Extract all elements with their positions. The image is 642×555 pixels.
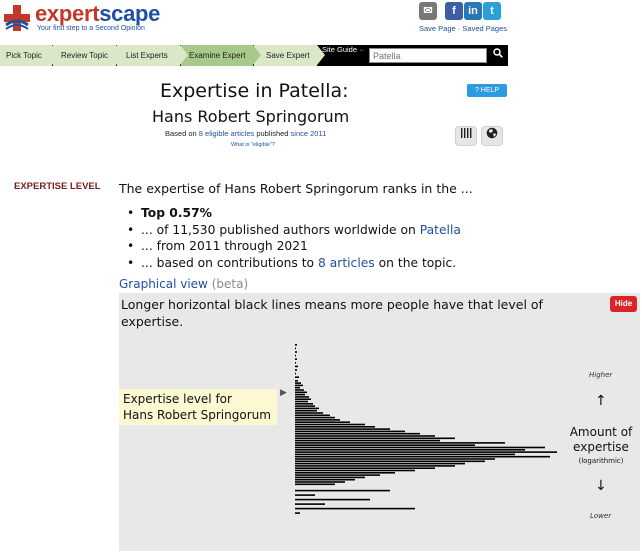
histogram-bar <box>295 451 557 453</box>
expertise-facts <box>127 205 461 271</box>
site-guide-arrow: ·· <box>359 45 365 54</box>
expertscape-logo[interactable] <box>4 3 224 37</box>
histogram-bar <box>295 433 420 435</box>
arrow-up-icon: ↑ <box>595 393 607 409</box>
expert-level-line1: Expertise level for <box>123 392 232 406</box>
histogram-bar <box>295 344 297 346</box>
barcode-icon[interactable] <box>455 126 477 146</box>
based-on-prefix: Based on <box>165 129 197 138</box>
histogram-bar <box>295 454 515 456</box>
histogram-bar <box>295 481 345 483</box>
articles-link[interactable]: 8 articles <box>318 255 375 270</box>
mail-icon[interactable]: ✉ <box>419 2 437 20</box>
histogram-bar <box>295 474 380 476</box>
histogram-bar <box>295 362 296 364</box>
logarithmic-label: (logarithmic) <box>578 457 624 465</box>
histogram-bar <box>295 403 313 405</box>
nav-step-examine-expert[interactable]: Examine Expert <box>181 45 253 66</box>
topic-link[interactable]: Patella <box>419 222 461 237</box>
expert-name: Hans Robert Springorum <box>152 107 350 126</box>
histogram-bar <box>295 373 296 375</box>
histogram-bar <box>295 421 350 423</box>
expertise-histogram <box>292 340 562 520</box>
histogram-bar <box>295 376 299 378</box>
workflow-nav <box>0 45 508 66</box>
saved-pages-link[interactable]: Saved Pages <box>462 24 508 33</box>
eligible-articles-link[interactable]: 8 eligible articles <box>198 129 255 138</box>
histogram-bar <box>295 405 315 407</box>
histogram-bar <box>295 467 435 469</box>
histogram-bar <box>295 358 297 360</box>
beta-tag: (beta) <box>211 277 249 291</box>
site-guide-link[interactable] <box>322 45 364 66</box>
histogram-bar <box>295 449 525 451</box>
histogram-bar <box>295 369 297 371</box>
histogram-bar <box>295 355 296 357</box>
search-icon[interactable] <box>491 48 505 63</box>
histogram-bar <box>295 438 455 440</box>
histogram-bar <box>295 447 545 449</box>
save-page-link[interactable]: Save Page <box>419 24 456 33</box>
histogram-bar <box>295 499 370 501</box>
histogram-bar <box>295 398 311 400</box>
histogram-bar <box>295 380 298 382</box>
since-year-link[interactable]: since 2011 <box>290 129 327 138</box>
histogram-bar <box>295 477 365 479</box>
nav-step-review-topic[interactable]: Review Topic <box>53 45 116 66</box>
logo-tagline: Your first step to a Second Opinion <box>37 25 145 32</box>
histogram-bar <box>295 465 455 467</box>
expertise-level-label: EXPERTISE LEVEL <box>14 181 101 192</box>
expert-pointer-icon: ▶ <box>280 388 287 398</box>
histogram-bar <box>295 508 415 510</box>
histogram-bar <box>295 426 375 428</box>
histogram-bar <box>295 412 323 414</box>
histogram-bar <box>295 419 340 421</box>
histogram-bar <box>295 366 298 368</box>
histogram-bar <box>295 490 390 492</box>
histogram-bar <box>295 396 309 398</box>
histogram-bar <box>295 463 465 465</box>
histogram-bar <box>295 410 317 412</box>
topic-search-input[interactable] <box>369 48 487 63</box>
nav-step-list-experts[interactable]: List Experts <box>117 45 180 66</box>
social-links <box>419 2 509 20</box>
histogram-bar <box>295 472 395 474</box>
nav-step-pick-topic[interactable]: Pick Topic <box>0 45 52 66</box>
twitter-icon[interactable]: t <box>483 2 501 20</box>
authors-text: ... of 11,530 published authors worldwide on <box>141 222 416 237</box>
histogram-bar <box>295 382 301 384</box>
histogram-bar <box>295 401 308 403</box>
published-word: published <box>256 129 289 138</box>
graphical-view-label: Graphical view <box>119 277 208 291</box>
nav-step-save-expert[interactable]: Save Expert <box>254 45 317 66</box>
graphical-view-title <box>119 277 248 291</box>
histogram-bar <box>295 428 390 430</box>
histogram-bar <box>295 440 440 442</box>
fact-years <box>127 238 461 255</box>
axis-lower-label: Lower <box>590 512 612 520</box>
save-links <box>419 24 507 33</box>
amount-of-expertise-label: Amount of expertise <box>569 425 633 454</box>
histogram-bar <box>295 484 335 486</box>
histogram-bar <box>295 387 300 389</box>
based-on-line <box>165 129 326 138</box>
expertise-intro: The expertise of Hans Robert Springorum ranks in the ... <box>119 181 473 196</box>
contrib-prefix: ... based on contributions to <box>141 255 315 270</box>
site-guide-label: Site Guide <box>322 45 358 54</box>
histogram-bar <box>295 461 485 463</box>
histogram-bar <box>295 424 365 426</box>
histogram-bar <box>295 385 303 387</box>
expert-level-label <box>119 389 277 425</box>
histogram-bar <box>295 435 435 437</box>
fact-authors <box>127 222 461 239</box>
arrow-down-icon: ↓ <box>595 478 607 494</box>
histogram-bar <box>295 444 475 446</box>
histogram-bar <box>295 458 495 460</box>
graph-note: Longer horizontal black lines means more people have that level of expertise. <box>121 297 543 329</box>
histogram-bar <box>295 389 304 391</box>
facebook-icon[interactable]: f <box>445 2 463 20</box>
histogram-bar <box>295 417 335 419</box>
save-links-separator: · <box>457 24 461 33</box>
contrib-suffix: on the topic. <box>378 255 457 270</box>
histogram-bar <box>295 392 307 394</box>
logo-word-expert: expert <box>35 1 100 26</box>
histogram-bar <box>295 348 296 350</box>
histogram-bar <box>295 415 330 417</box>
histogram-bar <box>295 470 415 472</box>
logo-word-scape: scape <box>99 1 161 26</box>
rank-value: Top 0.57% <box>141 206 212 220</box>
histogram-bar <box>295 512 300 514</box>
help-button[interactable]: ? HELP <box>467 84 507 97</box>
histogram-bar <box>295 456 550 458</box>
axis-higher-label: Higher <box>589 371 613 379</box>
years-text: ... from 2011 through 2021 <box>141 239 308 253</box>
linkedin-icon[interactable]: in <box>464 2 482 20</box>
logo-wordmark <box>35 3 160 25</box>
eligible-help-link[interactable]: What is "eligible"? <box>231 142 275 148</box>
expert-level-line2: Hans Robert Springorum <box>123 408 271 422</box>
histogram-bar <box>295 503 325 505</box>
histogram-bar <box>295 442 505 444</box>
hide-graph-button[interactable]: Hide <box>610 296 637 312</box>
fact-contributions <box>127 255 461 272</box>
histogram-bar <box>295 394 305 396</box>
logo-cross-icon <box>4 5 30 31</box>
globe-icon[interactable] <box>481 126 503 146</box>
histogram-bar <box>295 351 297 353</box>
histogram-bar <box>295 408 319 410</box>
page-title: Expertise in Patella: <box>160 80 349 102</box>
histogram-bar <box>295 494 315 496</box>
histogram-bar <box>295 431 405 433</box>
fact-rank <box>127 205 461 222</box>
histogram-bar <box>295 479 355 481</box>
